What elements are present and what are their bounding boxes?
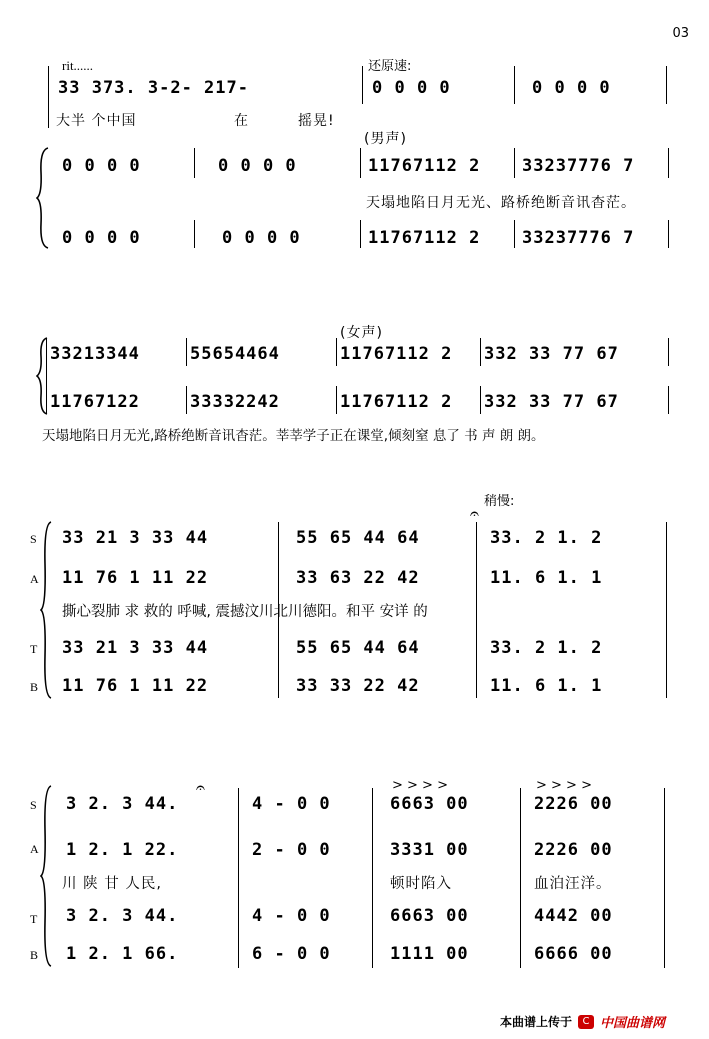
s3-b-m3: 11. 6 1. 1 <box>490 676 603 696</box>
s3-s-m2: 55 65 44 64 <box>296 528 420 548</box>
voice-label-a: A <box>30 572 39 586</box>
s4-s-m3: 6663 00 <box>390 794 469 814</box>
mid-notes-1: 11767112 2 <box>368 156 481 176</box>
accent-marks-1: > > > > <box>392 778 448 793</box>
s4-b-m2: 6 - 0 0 <box>252 944 331 964</box>
page-number: 03 <box>672 26 689 41</box>
s4-t-m1: 3 2. 3 44. <box>66 906 179 926</box>
lyric-1: 大半 个中国 <box>56 113 137 129</box>
s2-top-m3: 11767112 2 <box>340 344 453 364</box>
footer-site-logo[interactable]: 中国曲谱网 <box>600 1015 666 1030</box>
slower-marking: 稍慢: <box>484 494 515 509</box>
fermata-icon: 𝄐 <box>470 504 479 523</box>
s3-t-m2: 55 65 44 64 <box>296 638 420 658</box>
low-notes-1: 11767112 2 <box>368 228 481 248</box>
s4-s-m4: 2226 00 <box>534 794 613 814</box>
footer <box>500 1012 665 1031</box>
lyric-2: 在 <box>234 113 249 129</box>
tempo-restore: 还原速: <box>368 59 412 74</box>
voice-label-s-2: S <box>30 798 37 812</box>
voice-label-a-2: A <box>30 842 39 856</box>
s3-a-m2: 33 63 22 42 <box>296 568 420 588</box>
s4-lyric-3: 血泊汪洋。 <box>534 876 612 892</box>
s4-b-m3: 1111 00 <box>390 944 469 964</box>
brace-system-1 <box>36 146 50 250</box>
brace-system-3 <box>40 520 52 700</box>
s3-a-m3: 11. 6 1. 1 <box>490 568 603 588</box>
s2-top-m4: 332 33 77 67 <box>484 344 619 364</box>
top-rest-2: 0 0 0 0 <box>532 78 611 98</box>
female-voice-label: (女声) <box>340 325 383 341</box>
s3-b-m2: 33 33 22 42 <box>296 676 420 696</box>
footer-uploaded-text: 本曲谱上传于 <box>500 1015 573 1029</box>
voice-label-s: S <box>30 532 37 546</box>
s4-s-m1: 3 2. 3 44. <box>66 794 179 814</box>
brace-system-4 <box>40 784 52 968</box>
s2-top-m1: 33213344 <box>50 344 140 364</box>
rit-marking: rit...... <box>62 58 94 73</box>
s2-bot-m4: 332 33 77 67 <box>484 392 619 412</box>
s4-a-m3: 3331 00 <box>390 840 469 860</box>
s2-bot-m2: 33332242 <box>190 392 280 412</box>
s4-a-m1: 1 2. 1 22. <box>66 840 179 860</box>
top-notes: 33 373. 3-2- 217- <box>58 78 249 98</box>
mid-notes-2: 33237776 7 <box>522 156 635 176</box>
s2-lyric: 天塌地陷日月无光,路桥绝断音讯杳茫。莘莘学子正在课堂,倾刻窒 息了 书 声 朗 朗。 <box>42 428 545 444</box>
s4-b-m1: 1 2. 1 66. <box>66 944 179 964</box>
voice-label-b: B <box>30 680 39 694</box>
lyric-3: 摇晃! <box>298 113 335 129</box>
s3-a-m1: 11 76 1 11 22 <box>62 568 209 588</box>
fermata-icon-2: 𝄐 <box>196 778 205 797</box>
s3-s-m1: 33 21 3 33 44 <box>62 528 209 548</box>
logo-icon: C <box>578 1015 594 1029</box>
s3-b-m1: 11 76 1 11 22 <box>62 676 209 696</box>
low-rest-2: 0 0 0 0 <box>222 228 301 248</box>
mid-lyric: 天塌地陷日月无光、路桥绝断音讯杳茫。 <box>366 195 636 211</box>
s4-a-m4: 2226 00 <box>534 840 613 860</box>
accent-marks-2: > > > > <box>536 778 592 793</box>
voice-label-b-2: B <box>30 948 39 962</box>
s3-t-m1: 33 21 3 33 44 <box>62 638 209 658</box>
s2-bot-m3: 11767112 2 <box>340 392 453 412</box>
male-voice-label: (男声) <box>364 131 407 147</box>
s4-lyric-2: 顿时陷入 <box>390 876 452 892</box>
s4-t-m2: 4 - 0 0 <box>252 906 331 926</box>
low-rest-1: 0 0 0 0 <box>62 228 141 248</box>
s2-bot-m1: 11767122 <box>50 392 140 412</box>
mid-rest-2: 0 0 0 0 <box>218 156 297 176</box>
low-notes-2: 33237776 7 <box>522 228 635 248</box>
s4-a-m2: 2 - 0 0 <box>252 840 331 860</box>
s4-t-m3: 6663 00 <box>390 906 469 926</box>
s4-s-m2: 4 - 0 0 <box>252 794 331 814</box>
voice-label-t: T <box>30 642 38 656</box>
s3-s-m3: 33. 2 1. 2 <box>490 528 603 548</box>
s2-top-m2: 55654464 <box>190 344 280 364</box>
s4-t-m4: 4442 00 <box>534 906 613 926</box>
mid-rest-1: 0 0 0 0 <box>62 156 141 176</box>
s3-t-m3: 33. 2 1. 2 <box>490 638 603 658</box>
top-rest-1: 0 0 0 0 <box>372 78 451 98</box>
s4-b-m4: 6666 00 <box>534 944 613 964</box>
s3-lyric: 撕心裂肺 求 救的 呼喊, 震撼汶川北川德阳。和平 安详 的 <box>62 604 428 620</box>
s4-lyric-1: 川 陕 甘 人民, <box>62 876 162 892</box>
voice-label-t-2: T <box>30 912 38 926</box>
